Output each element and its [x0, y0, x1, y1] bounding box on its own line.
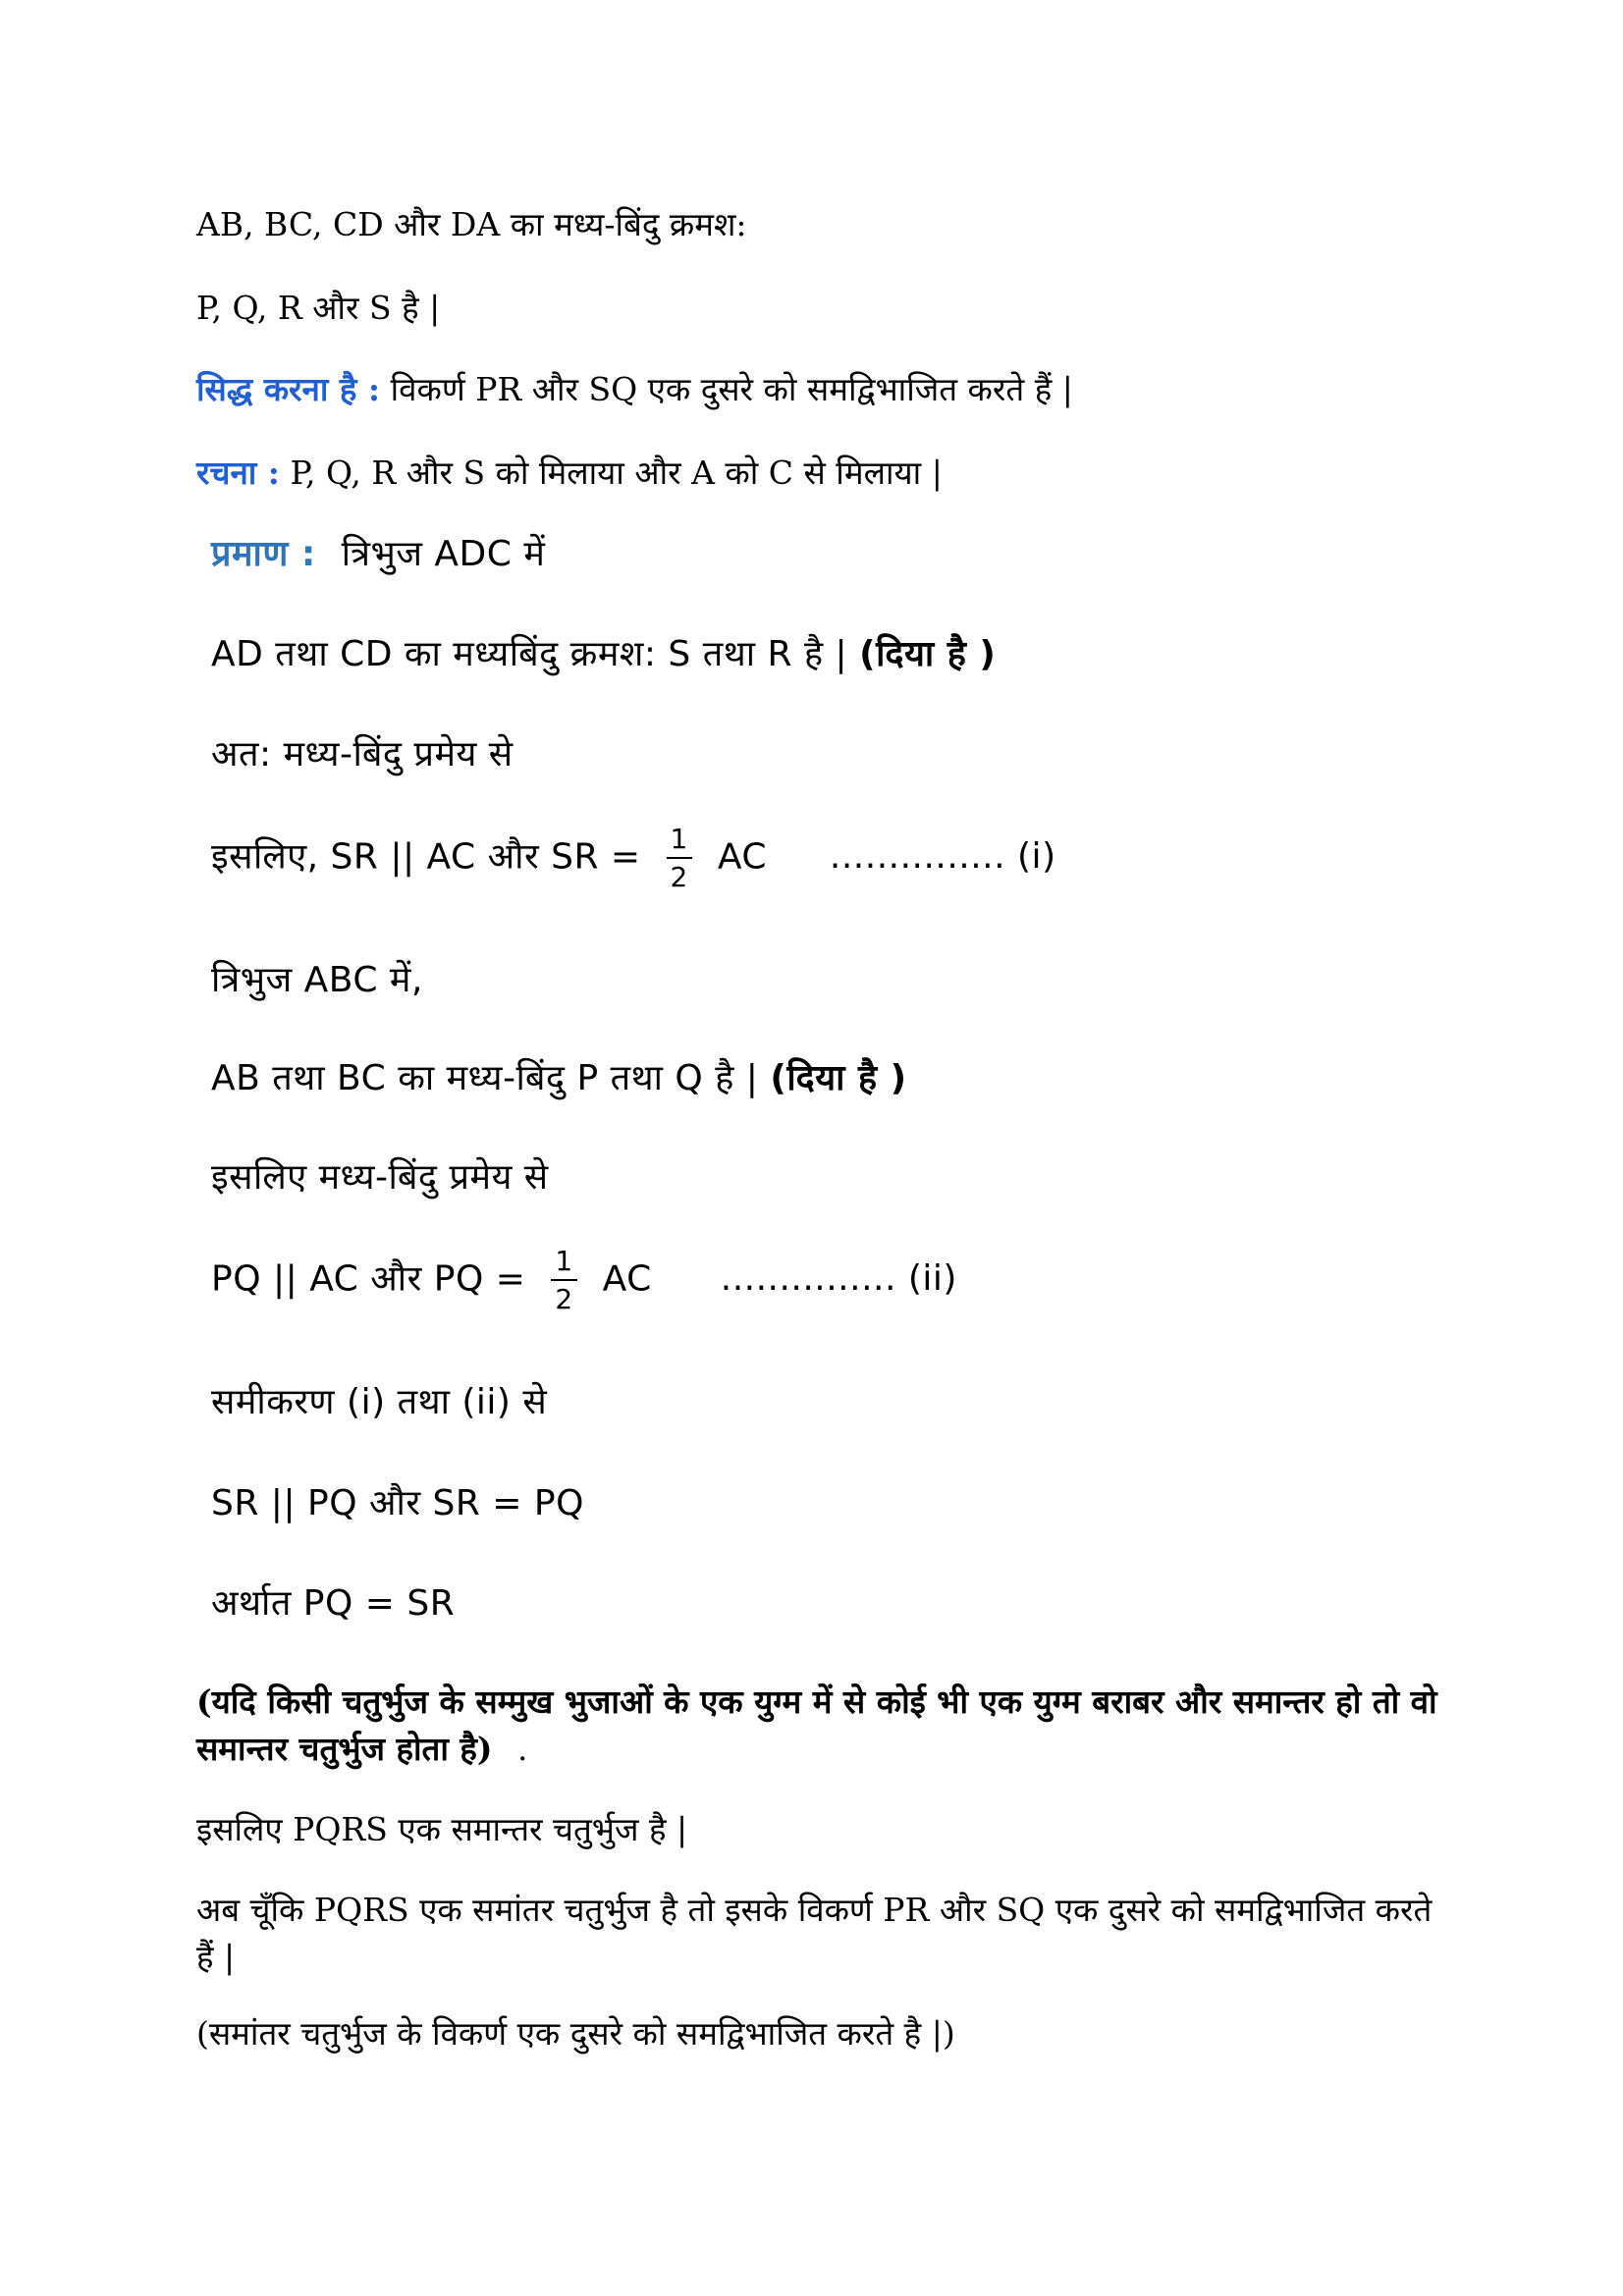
equation-2-tag: ............... (ii): [720, 1258, 957, 1300]
proof-triangle-abc: [211, 954, 423, 1002]
conclusion-2: [196, 1887, 1443, 1981]
proof-triangle-adc: त्रिभुज ADC में: [341, 534, 546, 574]
conclusion-2-text: अब चूँकि PQRS एक समांतर चतुर्भुज है तो इसके विकर्ण PR और SQ एक दुसरे को समद्विभाजित करते हैं |: [196, 1891, 1433, 1976]
construction-text: P, Q, R और S को मिलाया और A को C से मिलाया |: [290, 454, 943, 492]
proof-ad-cd-text: AD तथा CD का मध्यबिंदु क्रमश: S तथा R है |: [211, 634, 848, 674]
triangle-abc-text: त्रिभुज ABC में,: [211, 960, 423, 1000]
theorem-note: [196, 1679, 1443, 1773]
intro-text-1: AB, BC, CD और DA का मध्य-बिंदु क्रमश:: [196, 205, 747, 243]
fraction-denominator: 2: [670, 861, 688, 894]
theorem-note-text: (यदि किसी चतुर्भुज के सम्मुख भुजाओं के एक युग्म में से कोई भी एक युग्म बराबर और समान्तर हो तो वो समान्तर चतुर्भुज होता है): [196, 1682, 1437, 1768]
to-prove-text: विकर्ण PR और SQ एक दुसरे को समद्विभाजित करते हैं |: [390, 370, 1073, 408]
that-is-text: अर्थात PQ = SR: [211, 1583, 456, 1624]
proof-line-ab-bc: [211, 1052, 907, 1100]
fraction-denominator: 2: [555, 1283, 573, 1316]
conclusion-3: [196, 2010, 955, 2055]
intro-line-1: [196, 201, 747, 245]
proof-theorem-text-1: अत: मध्य-बिंदु प्रमेय से: [211, 734, 514, 774]
proof-that-is: [211, 1577, 455, 1626]
equation-1-tag: ............... (i): [829, 836, 1056, 878]
equation-1-lhs: इसलिए, SR || AC और SR =: [211, 836, 641, 878]
proof-line-theorem-1: [211, 728, 514, 776]
intro-line-2: [196, 285, 440, 329]
equation-2: [211, 1247, 957, 1314]
theorem-note-tail: .: [517, 1730, 528, 1768]
sr-pq-text: SR || PQ और SR = PQ: [211, 1483, 584, 1523]
equation-1-rhs: AC: [717, 836, 767, 878]
to-prove-label: सिद्ध करना है :: [196, 370, 381, 408]
conclusion-1: [196, 1806, 687, 1850]
proof-sr-pq: [211, 1477, 584, 1525]
proof-from-equations: [211, 1376, 547, 1424]
intro-text-2: P, Q, R और S है |: [196, 289, 441, 327]
construction-label: रचना :: [196, 454, 280, 492]
proof-line-ad-cd: [211, 628, 996, 676]
equation-1-fraction: [667, 825, 692, 892]
equation-1: [211, 825, 1056, 892]
proof-line-theorem-2: [211, 1151, 549, 1200]
equation-2-lhs: PQ || AC और PQ =: [211, 1258, 526, 1300]
conclusion-1-text: इसलिए PQRS एक समान्तर चतुर्भुज है |: [196, 1810, 688, 1848]
equation-2-rhs: AC: [602, 1258, 652, 1300]
construction-line: [196, 450, 943, 494]
equation-2-fraction: [551, 1247, 576, 1314]
conclusion-3-text: (समांतर चतुर्भुज के विकर्ण एक दुसरे को समद्विभाजित करते है |): [196, 2014, 955, 2053]
proof-heading-line: [211, 528, 545, 576]
proof-ab-bc-text: AB तथा BC का मध्य-बिंदु P तथा Q है |: [211, 1058, 759, 1098]
proof-given-2: (दिया है ): [770, 1058, 907, 1098]
proof-label: प्रमाण :: [211, 534, 316, 574]
fraction-numerator: 1: [667, 825, 692, 859]
to-prove-line: [196, 366, 1073, 410]
from-equations-text: समीकरण (i) तथा (ii) से: [211, 1382, 548, 1422]
fraction-numerator: 1: [551, 1247, 576, 1281]
proof-given-1: (दिया है ): [859, 634, 997, 674]
proof-theorem-text-2: इसलिए मध्य-बिंदु प्रमेय से: [211, 1157, 549, 1198]
